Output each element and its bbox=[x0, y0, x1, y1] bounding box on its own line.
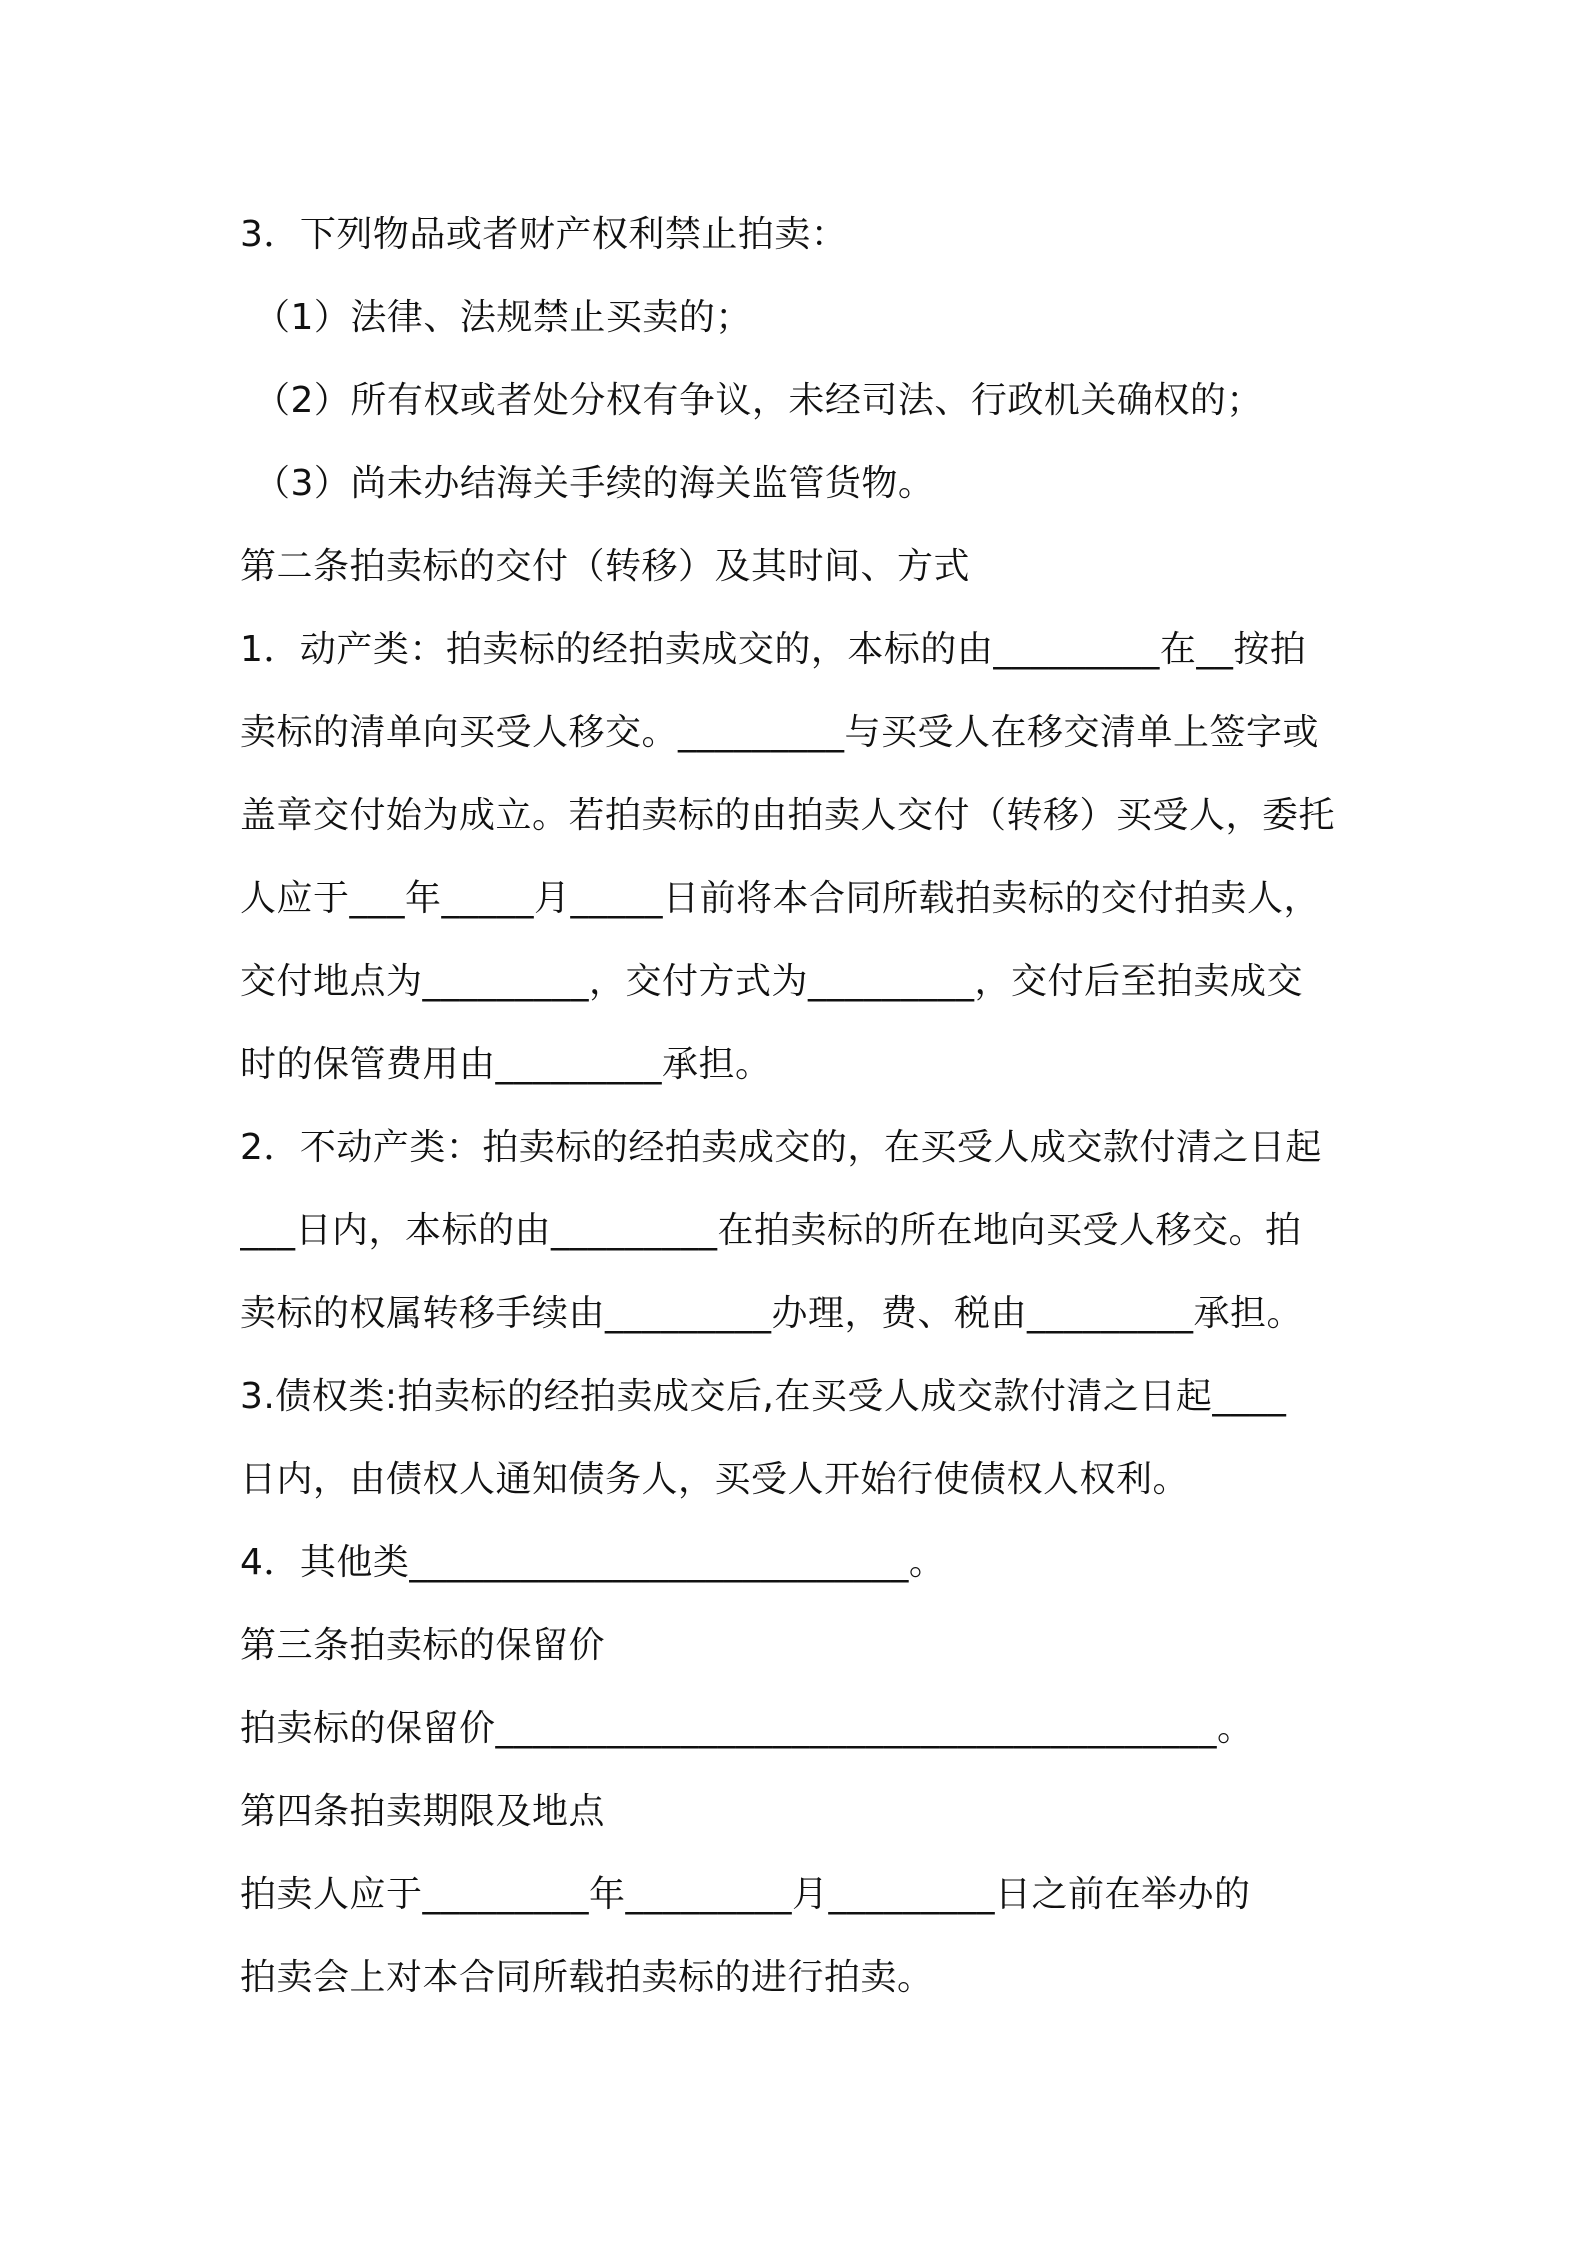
movable-property-line-6: 时的保管费用由_________承担。 bbox=[240, 1044, 772, 1085]
real-estate-line-1: 2．不动产类：拍卖标的经拍卖成交的，在买受人成交款付清之日起 bbox=[240, 1127, 1322, 1168]
article-4-title: 第四条拍卖期限及地点 bbox=[240, 1791, 606, 1832]
movable-property-line-3: 盖章交付始为成立。若拍卖标的由拍卖人交付（转移）买受人，委托 bbox=[240, 795, 1336, 836]
movable-property-line-5: 交付地点为_________，交付方式为_________，交付后至拍卖成交 bbox=[240, 961, 1304, 1002]
movable-property-line-4: 人应于___年_____月_____日前将本合同所载拍卖标的交付拍卖人， bbox=[240, 878, 1321, 919]
auction-period-line-1: 拍卖人应于_________年_________月_________日之前在举办的 bbox=[240, 1874, 1251, 1915]
article-2-title: 第二条拍卖标的交付（转移）及其时间、方式 bbox=[240, 546, 971, 587]
document-body bbox=[240, 193, 1370, 2019]
real-estate-line-3: 卖标的权属转移手续由_________办理，费、税由_________承担。 bbox=[240, 1293, 1304, 1334]
other-category-line: 4．其他类___________________________。 bbox=[240, 1542, 946, 1583]
movable-property-line-2: 卖标的清单向买受人移交。_________与买受人在移交清单上签字或 bbox=[240, 712, 1320, 753]
creditor-rights-line-1: 3.债权类:拍卖标的经拍卖成交后,在买受人成交款付清之日起____ bbox=[240, 1376, 1287, 1417]
item-1: （1）法律、法规禁止买卖的； bbox=[254, 297, 752, 338]
item-3: （3）尚未办结海关手续的海关监管货物。 bbox=[254, 463, 935, 504]
movable-property-line-1: 1．动产类：拍卖标的经拍卖成交的，本标的由_________在__按拍 bbox=[240, 629, 1307, 670]
reserve-price-line: 拍卖标的保留价_______________________________________。 bbox=[240, 1708, 1254, 1749]
item-2: （2）所有权或者处分权有争议，未经司法、行政机关确权的； bbox=[254, 380, 1263, 421]
auction-period-line-2: 拍卖会上对本合同所载拍卖标的进行拍卖。 bbox=[240, 1957, 934, 1998]
clause-3-heading: 3．下列物品或者财产权利禁止拍卖： bbox=[240, 214, 848, 255]
article-3-title: 第三条拍卖标的保留价 bbox=[240, 1625, 606, 1666]
creditor-rights-line-2: 日内，由债权人通知债务人，买受人开始行使债权人权利。 bbox=[240, 1459, 1190, 1500]
real-estate-line-2: ___日内，本标的由_________在拍卖标的所在地向买受人移交。拍 bbox=[240, 1210, 1302, 1251]
